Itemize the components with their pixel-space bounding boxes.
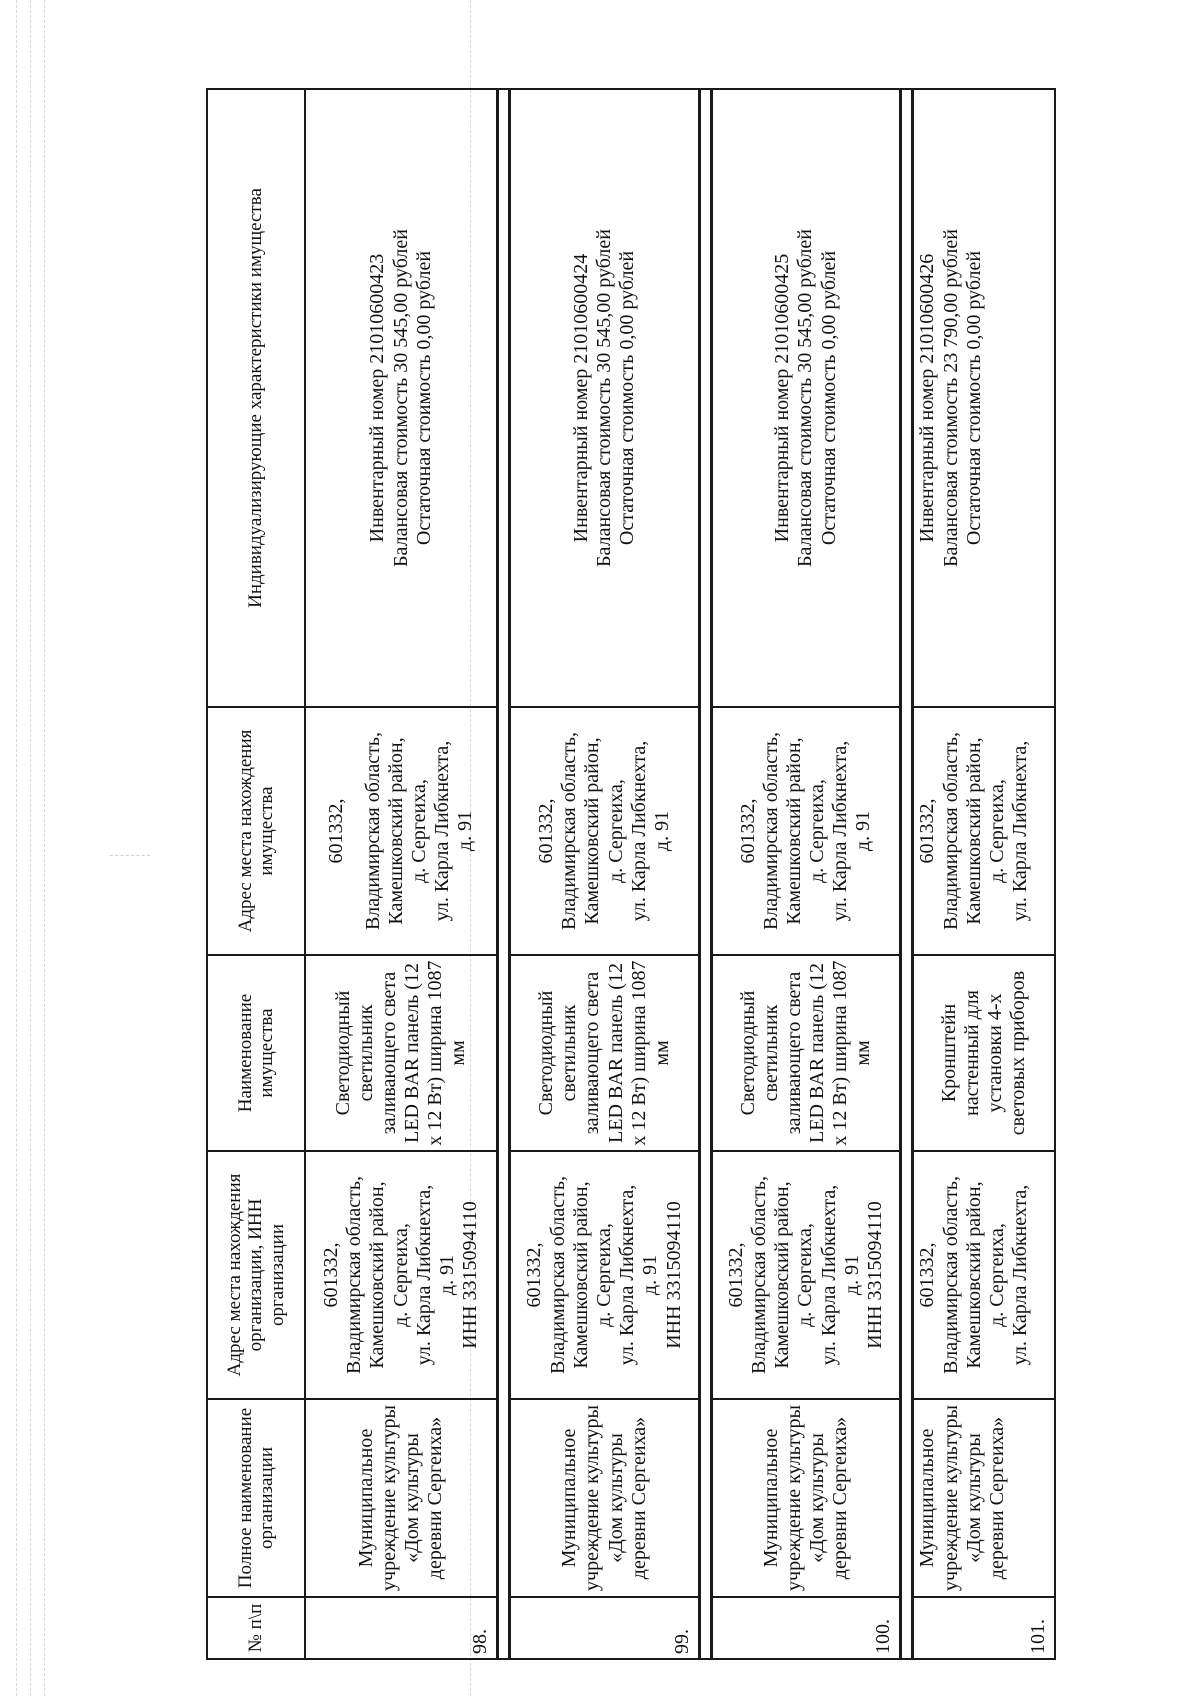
address-line: Камешковский район, (569, 1181, 592, 1369)
org-name: Муниципальное учреждение культуры «Дом культуры деревни Сергеиха» (305, 1399, 498, 1597)
scan-artifact-line (110, 855, 150, 857)
inn-line: ИНН 3315094110 (459, 1201, 482, 1349)
residual-value: Остаточная стоимость 0,00 рублей (817, 250, 840, 546)
org-name: Муниципальное учреждение культуры «Дом культуры деревни Сергеиха» (711, 1399, 900, 1597)
org-name: Муниципальное учреждение культуры «Дом культуры деревни Сергеиха» (913, 1399, 1055, 1597)
address-line: ул. Карла Либкнехта, (616, 1184, 639, 1366)
row-number: 101. (913, 1597, 1055, 1659)
inventory-number: Инвентарный номер 21010600424 (569, 253, 592, 543)
address-line: д. 91 (639, 1254, 662, 1296)
org-address (510, 1151, 699, 1399)
scan-artifact-line (30, 0, 32, 1696)
item-name: Кронштейн настенный для установки 4-х световых приборов (913, 955, 1055, 1151)
property-table (206, 88, 1056, 1660)
item-characteristics (711, 89, 900, 707)
header-org-address: Адрес места нахождения организации, ИНН организации (207, 1151, 305, 1399)
org-address (305, 1151, 498, 1399)
row-separator (699, 89, 711, 1659)
row-separator (901, 89, 913, 1659)
address-line: ул. Карла Либкнехта, (431, 740, 454, 922)
address-line: Владимирская область, (546, 1175, 569, 1375)
item-address (305, 707, 498, 955)
address-line: Владимирская область, (343, 1175, 366, 1375)
table-row (305, 89, 498, 1659)
address-line: ул. Карла Либкнехта, (1009, 1184, 1032, 1366)
address-line: Камешковский район, (771, 1181, 794, 1369)
item-name: Светодиодный светильник заливающего света LED BAR панель (12 x 12 Вт) ширина 1087 мм (711, 955, 900, 1151)
scan-artifact-line (44, 0, 46, 1696)
inn-line: ИНН 3315094110 (864, 1201, 887, 1349)
table-row (711, 89, 900, 1659)
address-line: д. Сергеиха, (604, 779, 627, 883)
item-characteristics (510, 89, 699, 707)
row-number: 100. (711, 1597, 900, 1659)
scan-artifact-line (16, 0, 18, 1696)
balance-value: Балансовая стоимость 30 545,00 рублей (592, 229, 615, 567)
table-row (510, 89, 699, 1659)
address-line: Владимирская область, (361, 731, 384, 931)
address-line: д. Сергеиха, (408, 779, 431, 883)
address-line: Владимирская область, (558, 731, 581, 931)
address-line: 601332, (916, 1242, 939, 1308)
residual-value: Остаточная стоимость 0,00 рублей (962, 250, 985, 546)
address-line: Камешковский район, (581, 737, 604, 925)
balance-value: Балансовая стоимость 30 545,00 рублей (794, 229, 817, 567)
address-line: д. 91 (852, 810, 875, 852)
address-line: Камешковский район, (962, 1181, 985, 1369)
residual-value: Остаточная стоимость 0,00 рублей (616, 250, 639, 546)
address-line: д. Сергеиха, (985, 1223, 1008, 1327)
address-line: ул. Карла Либкнехта, (412, 1184, 435, 1366)
address-line: д. Сергеиха, (806, 779, 829, 883)
address-line: 601332, (534, 798, 557, 864)
address-line: 601332, (736, 798, 759, 864)
address-line: Владимирская область, (759, 731, 782, 931)
rotated-page (206, 90, 1056, 1660)
item-address (913, 707, 1055, 955)
item-address (510, 707, 699, 955)
address-line: Владимирская область, (748, 1175, 771, 1375)
address-line: ул. Карла Либкнехта, (817, 1184, 840, 1366)
address-line: 601332, (916, 798, 939, 864)
address-line: ул. Карла Либкнехта, (829, 740, 852, 922)
header-item-address: Адрес места нахождения имущества (207, 707, 305, 955)
address-line: ул. Карла Либкнехта, (1009, 740, 1032, 922)
header-number: № п\п (207, 1597, 305, 1659)
item-characteristics (913, 89, 1055, 707)
address-line: 601332, (324, 798, 347, 864)
address-line: д. 91 (454, 810, 477, 852)
org-address (711, 1151, 900, 1399)
address-line: д. Сергеиха, (389, 1223, 412, 1327)
header-item-name: Наименование имущества (207, 955, 305, 1151)
address-line: д. Сергеиха, (794, 1223, 817, 1327)
balance-value: Балансовая стоимость 23 790,00 рублей (939, 229, 962, 567)
address-line: Камешковский район, (366, 1181, 389, 1369)
address-line: ул. Карла Либкнехта, (627, 740, 650, 922)
address-line: 601332, (319, 1242, 342, 1308)
item-name: Светодиодный светильник заливающего света LED BAR панель (12 x 12 Вт) ширина 1087 мм (305, 955, 498, 1151)
address-line: 601332, (724, 1242, 747, 1308)
address-line: д. 91 (840, 1254, 863, 1296)
address-line: 601332, (523, 1242, 546, 1308)
address-line: Владимирская область, (939, 1175, 962, 1375)
item-characteristics (305, 89, 498, 707)
address-line: Камешковский район, (782, 737, 805, 925)
org-name: Муниципальное учреждение культуры «Дом культуры деревни Сергеиха» (510, 1399, 699, 1597)
address-line: д. 91 (650, 810, 673, 852)
inventory-number: Инвентарный номер 21010600423 (366, 253, 389, 543)
row-number: 98. (305, 1597, 498, 1659)
inn-line: ИНН 3315094110 (662, 1201, 685, 1349)
table-header-row (207, 89, 305, 1659)
item-name: Светодиодный светильник заливающего света LED BAR панель (12 x 12 Вт) ширина 1087 мм (510, 955, 699, 1151)
org-address (913, 1151, 1055, 1399)
address-line: Камешковский район, (384, 737, 407, 925)
address-line: д. 91 (435, 1254, 458, 1296)
item-address (711, 707, 900, 955)
row-number: 99. (510, 1597, 699, 1659)
header-item-characteristics: Индивидуализирующие характеристики имущества (207, 89, 305, 707)
table-row (913, 89, 1055, 1659)
address-line: д. Сергеиха, (592, 1223, 615, 1327)
address-line: д. Сергеиха, (985, 779, 1008, 883)
inventory-number: Инвентарный номер 21010600425 (771, 253, 794, 543)
inventory-number: Инвентарный номер 21010600426 (916, 253, 939, 543)
row-separator (498, 89, 510, 1659)
residual-value: Остаточная стоимость 0,00 рублей (412, 250, 435, 546)
address-line: Камешковский район, (962, 737, 985, 925)
address-line: Владимирская область, (939, 731, 962, 931)
header-org-name: Полное наименование организации (207, 1399, 305, 1597)
balance-value: Балансовая стоимость 30 545,00 рублей (389, 229, 412, 567)
